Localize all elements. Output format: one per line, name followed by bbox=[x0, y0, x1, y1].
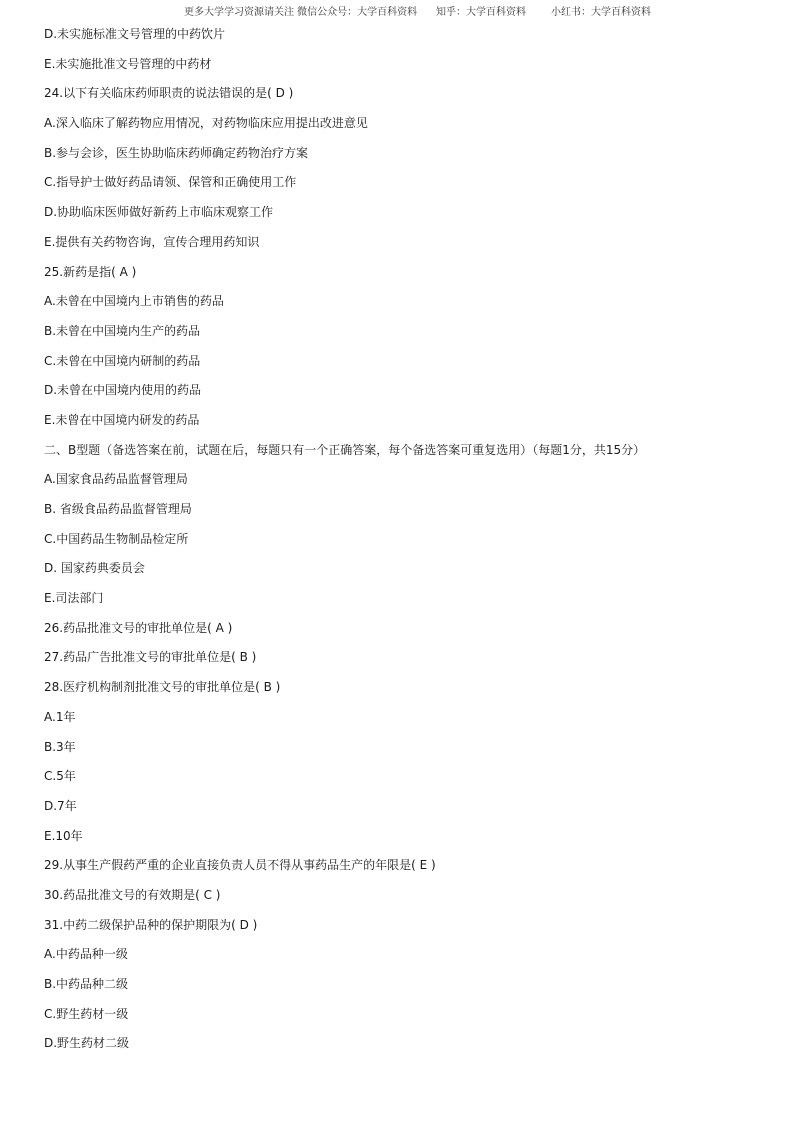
option-line: A.1年 bbox=[44, 709, 76, 724]
option-line: B.3年 bbox=[44, 739, 76, 754]
option-line: E.司法部门 bbox=[44, 591, 104, 606]
option-line: A.国家食品药品监督管理局 bbox=[44, 472, 188, 487]
option-line: B.中药品种二级 bbox=[44, 977, 129, 991]
question-28: 28.医疗机构制剂批准文号的审批单位是( B ) bbox=[44, 680, 281, 695]
option-line: C.野生药材一级 bbox=[44, 1006, 129, 1021]
option-line: E.10年 bbox=[44, 828, 83, 843]
option-line: B.未曾在中国境内生产的药品 bbox=[44, 323, 201, 338]
option-line: E.提供有关药物咨询，宣传合理用药知识 bbox=[44, 234, 260, 249]
option-line: E.未曾在中国境内研发的药品 bbox=[44, 412, 200, 427]
option-line: B. 省级食品药品监督管理局 bbox=[44, 502, 192, 516]
option-line: C.指导护士做好药品请领、保管和正确使用工作 bbox=[44, 175, 297, 190]
question-27: 27.药品广告批准文号的审批单位是( B ) bbox=[44, 650, 257, 665]
question-24: 24.以下有关临床药师职责的说法错误的是( D ) bbox=[44, 86, 294, 101]
option-line: D.7年 bbox=[44, 798, 77, 813]
question-26: 26.药品批准文号的审批单位是( A ) bbox=[44, 620, 233, 635]
option-line: C.5年 bbox=[44, 769, 76, 784]
option-line: B.参与会诊，医生协助临床药师确定药物治疗方案 bbox=[44, 145, 309, 160]
document-body bbox=[44, 24, 774, 1063]
option-line: D.未实施标准文号管理的中药饮片 bbox=[44, 27, 226, 41]
option-line: A.深入临床了解药物应用情况，对药物临床应用提出改进意见 bbox=[44, 116, 368, 131]
option-line: C.中国药品生物制品检定所 bbox=[44, 531, 189, 546]
option-line: D.未曾在中国境内使用的药品 bbox=[44, 383, 202, 398]
page-header bbox=[0, 3, 792, 19]
question-31: 31.中药二级保护品种的保护期限为( D ) bbox=[44, 917, 258, 932]
option-line: A.中药品种一级 bbox=[44, 947, 128, 962]
question-30: 30.药品批准文号的有效期是( C ) bbox=[44, 887, 221, 902]
question-29: 29.从事生产假药严重的企业直接负责人员不得从事药品生产的年限是( E ) bbox=[44, 858, 436, 873]
option-line: E.未实施批准文号管理的中药材 bbox=[44, 56, 212, 71]
question-25: 25.新药是指( A ) bbox=[44, 264, 137, 279]
option-line: C.未曾在中国境内研制的药品 bbox=[44, 353, 201, 368]
header-xiaohongshu-note: 小红书：大学百科资料 bbox=[551, 7, 651, 18]
option-line: D.野生药材二级 bbox=[44, 1036, 130, 1051]
option-line: A.未曾在中国境内上市销售的药品 bbox=[44, 294, 224, 309]
option-line: D. 国家药典委员会 bbox=[44, 561, 145, 576]
option-line: D.协助临床医师做好新药上市临床观察工作 bbox=[44, 205, 274, 220]
section-heading: 二、B型题（备选答案在前，试题在后，每题只有一个正确答案，每个备选答案可重复选用）（每题1分，共15分） bbox=[44, 442, 646, 457]
header-wechat-note: 更多大学学习资源请关注 微信公众号：大学百科资料 bbox=[184, 7, 418, 18]
header-zhihu-note: 知乎：大学百科资料 bbox=[436, 7, 526, 18]
